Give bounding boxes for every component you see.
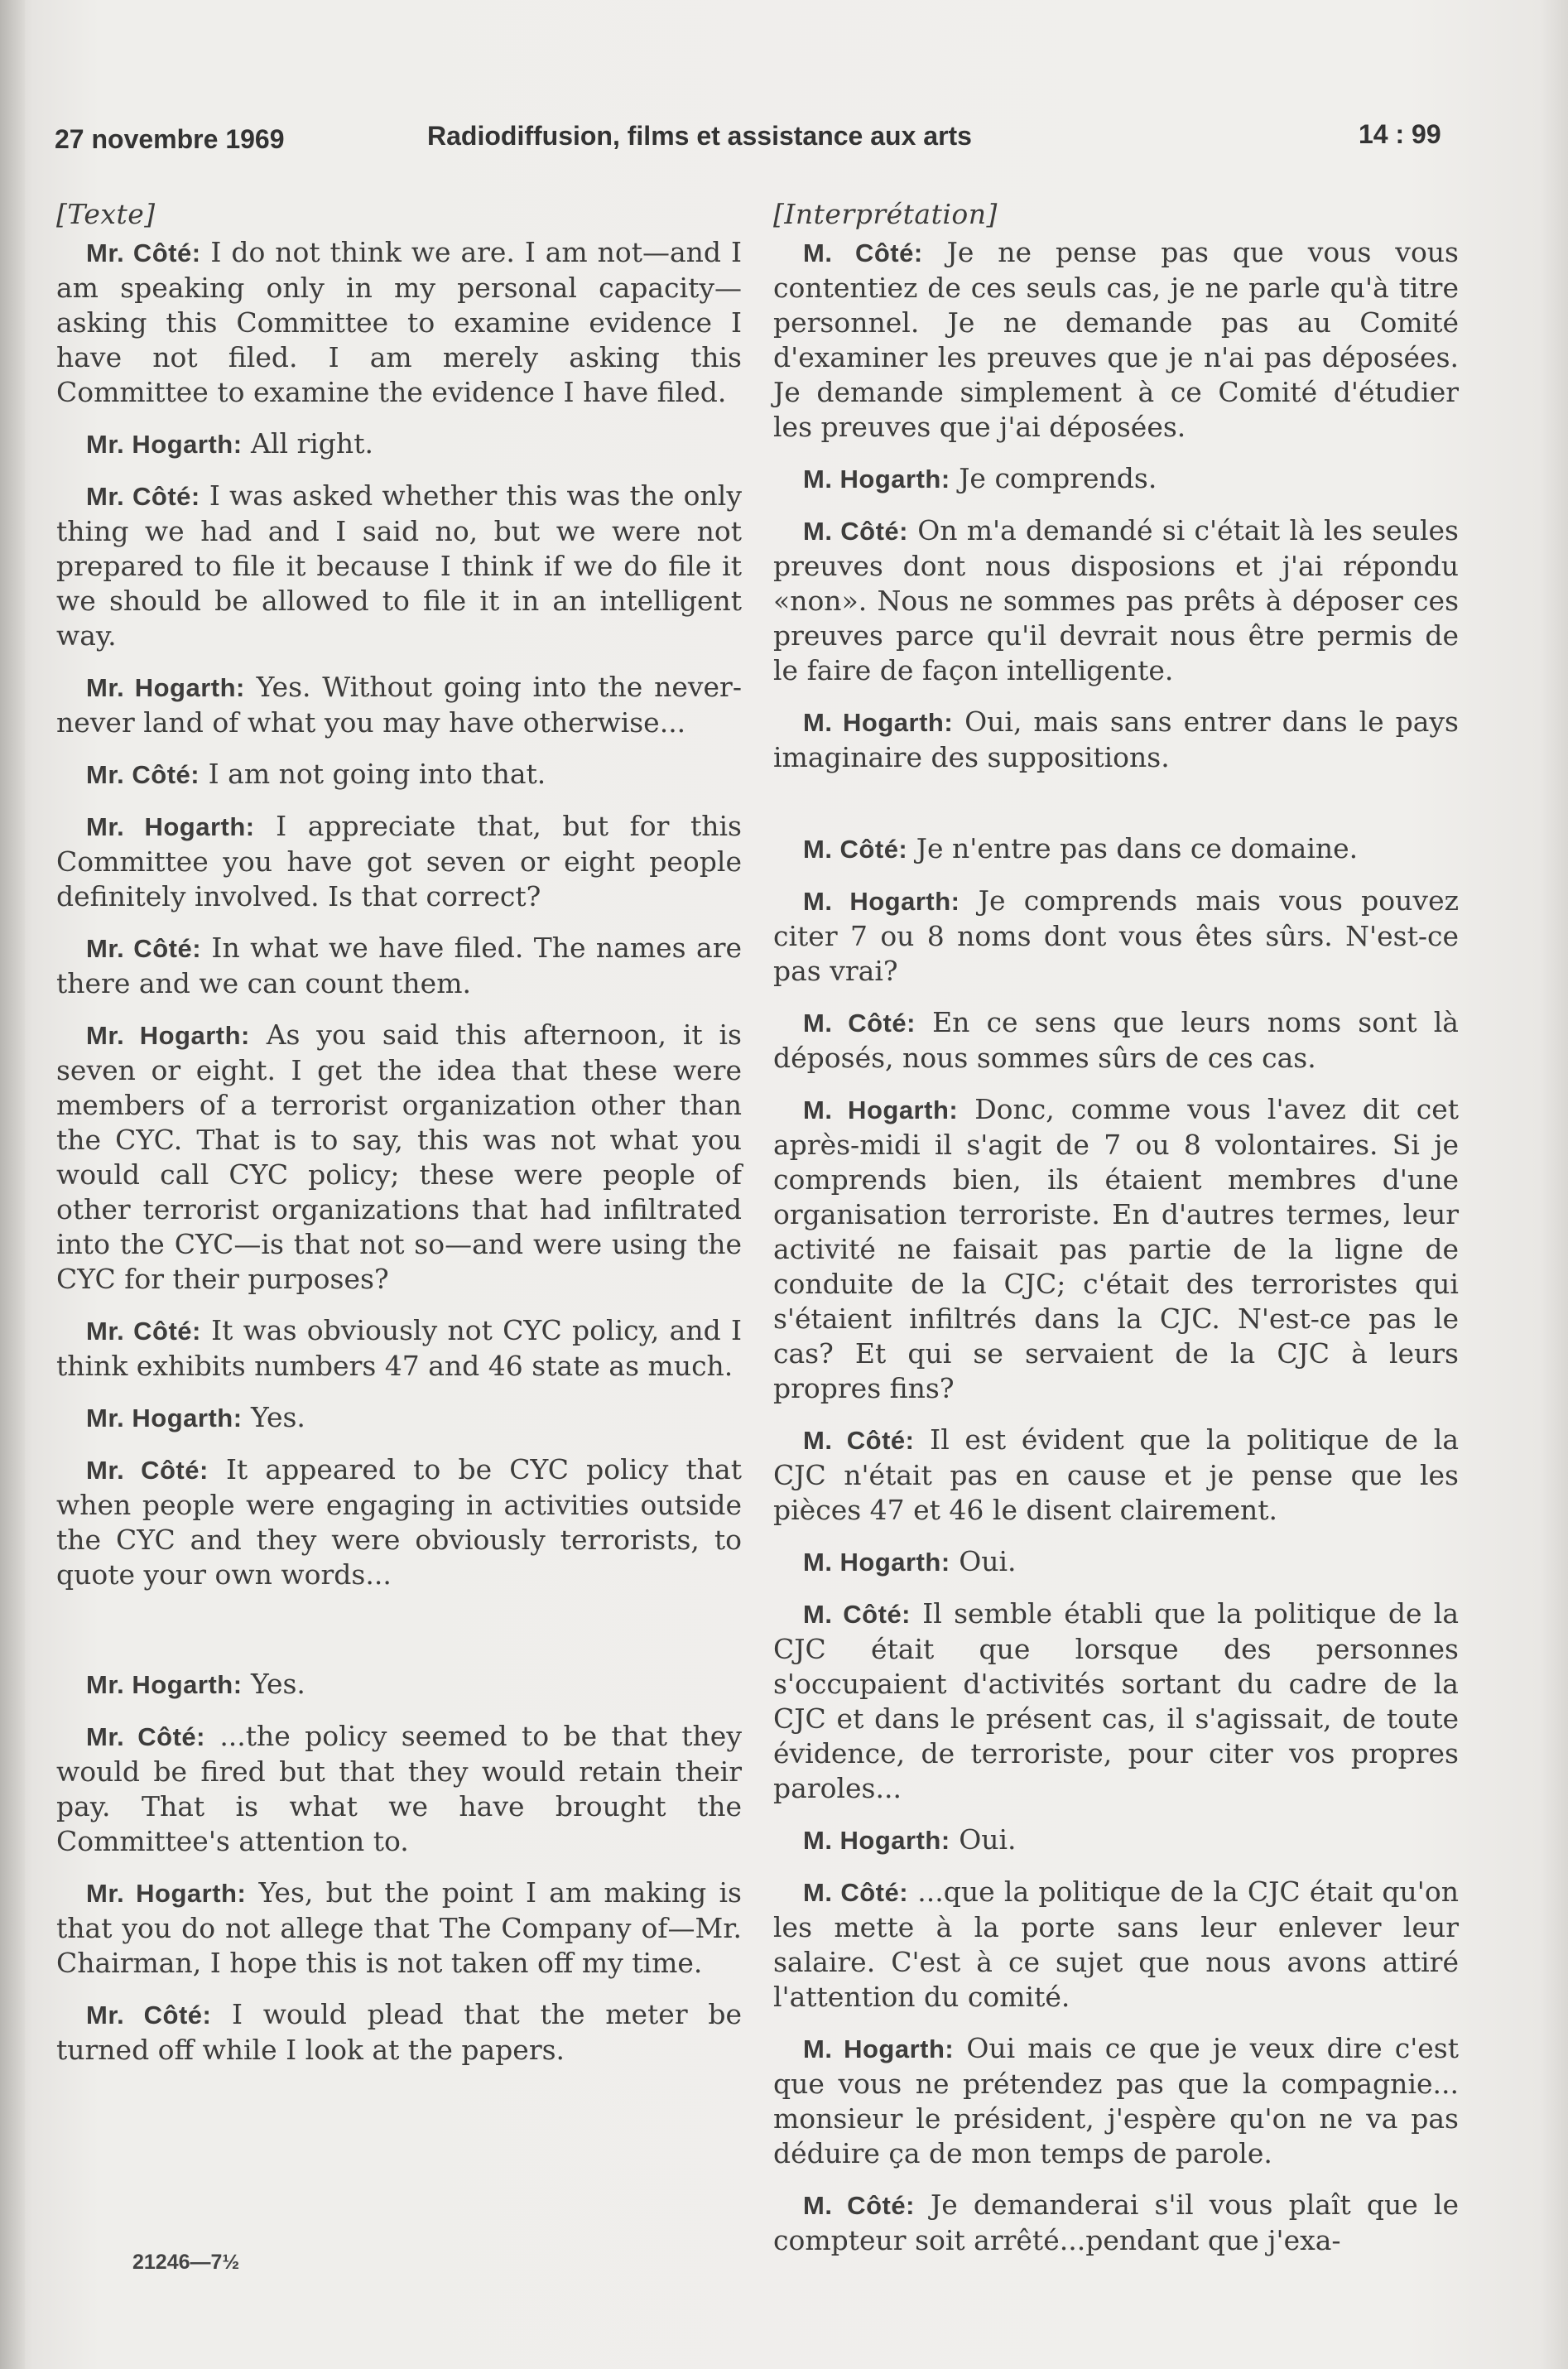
speech-text: Je ne pense pas que vous vous contentiez de ces seuls cas, je ne parle qu'à titre personnel. Je ne demande pas au Comité d'examiner les preuves que je n'ai pas déposées. Je demande simplement à ce Comité d'étudier les preuves que j'ai déposées. [773,236,1459,443]
speaker-name: Mr. Hogarth: [86,1879,247,1908]
speaker-name: M. Côté: [803,517,908,546]
column-label: [Interprétation] [773,198,998,230]
speaker-name: Mr. Côté: [86,760,200,789]
french-column [773,197,1459,2275]
speech-text: I was asked whether this was the only thing we had and I said no, but we were not prepared to file it because I think if we do file it we should be allowed to file it in an intelligent way. [56,479,742,652]
speaker-name: M. Côté: [803,1600,911,1629]
speech-text: ...the policy seemed to be that they would be fired but that they would retain their pay. That is what we have brought the Committee's attention to. [56,1720,742,1857]
transcript-paragraph [773,1092,1459,1406]
speech-text: ...que la politique de la CJC était qu'on les mette à la porte sans leur enlever leur salaire. C'est à ce sujet que nous avons attiré l'attention du comité. [773,1875,1459,2013]
transcript-paragraph [773,1596,1459,1806]
speech-text: Yes. [242,1401,305,1433]
speaker-name: M. Côté: [803,1426,915,1455]
speech-text: Je comprends mais vous pouvez citer 7 ou 8 noms dont vous êtes sûrs. N'est-ce pas vrai? [773,884,1459,987]
transcript-paragraph [56,479,742,653]
transcript-paragraph [773,705,1459,775]
speech-text: Oui. [950,1823,1017,1856]
speech-text: I am not going into that. [200,758,546,790]
transcript-paragraph [56,1400,742,1436]
speaker-name: Mr. Hogarth: [86,1404,243,1432]
column-spacer [773,792,1459,831]
speech-text: All right. [242,427,373,460]
transcript-paragraph [56,426,742,462]
page-number: 14 : 99 [1359,119,1441,149]
transcript-paragraph [773,1005,1459,1076]
footer-code: 21246—7½ [132,2251,240,2274]
speaker-name: Mr. Hogarth: [86,1670,243,1699]
transcript-paragraph [56,1452,742,1592]
speaker-name: M. Hogarth: [803,1548,950,1577]
running-header [55,119,1462,166]
speech-text: On m'a demandé si c'était là les seules preuves dont nous disposions et j'ai répondu «non». Nous ne sommes pas prêts à déposer ces preuves parce qu'il devrait nous être permis de le faire de façon intelligente. [773,514,1459,686]
speaker-name: M. Hogarth: [803,708,954,737]
speaker-name: M. Hogarth: [803,1095,959,1124]
speech-text: It was obviously not CYC policy, and I think exhibits numbers 47 and 46 state as much. [56,1314,742,1382]
speech-text: Yes. Without going into the never-never land of what you may have otherwise... [56,671,742,739]
speech-text: Yes. [242,1668,305,1700]
transcript-paragraph [56,931,742,1001]
column-spacer [56,1609,742,1667]
speech-text: I do not think we are. I am not—and I am speaking only in my personal capacity—asking this Committee to examine evidence I have not filed. I am merely asking this Committee to examine the evidence I have filed. [56,236,742,408]
transcript-paragraph [56,1018,742,1297]
speech-text: Il est évident que la politique de la CJC n'était pas en cause et je pense que les pièces 47 et 46 le disent clairement. [773,1423,1459,1526]
speaker-name: Mr. Côté: [86,1722,205,1751]
speaker-name: M. Hogarth: [803,465,950,494]
english-column [56,197,742,2084]
transcript-paragraph [773,884,1459,989]
speech-text: Oui. [950,1545,1017,1577]
speech-text: Donc, comme vous l'avez dit cet après-midi il s'agit de 7 ou 8 volontaires. Si je comprends bien, ils étaient membres d'une organisation terroriste. En d'autres termes, leur activité ne faisait pas partie de la ligne de conduite de la CJC; c'était des terroristes qui s'étaient infiltrés dans la CJC. N'est-ce pas le cas? Et qui se servaient de la CJC à leurs propres fins? [773,1093,1459,1404]
transcript-paragraph [56,1719,742,1859]
speaker-name: Mr. Hogarth: [86,673,245,702]
speech-text: Je demanderai s'il vous plaît que le compteur soit arrêté...pendant que j'exa- [773,2188,1459,2256]
speaker-name: Mr. Hogarth: [86,812,255,841]
transcript-paragraph [773,1423,1459,1528]
transcript-paragraph [773,1822,1459,1858]
transcript-paragraph [773,831,1459,867]
speaker-name: M. Hogarth: [803,887,960,916]
speaker-name: Mr. Côté: [86,238,201,267]
speaker-name: Mr. Côté: [86,482,200,511]
speaker-name: M. Hogarth: [803,2034,955,2063]
speech-text: I appreciate that, but for this Committee you have got seven or eight people definitely involved. Is that correct? [56,810,742,912]
speech-text: En ce sens que leurs noms sont là déposés, nous sommes sûrs de ces cas. [773,1006,1459,1074]
speaker-name: Mr. Côté: [86,1456,209,1485]
speech-text: I would plead that the meter be turned off while I look at the papers. [56,1998,742,2066]
speaker-name: Mr. Côté: [86,2001,212,2030]
speech-text: Yes, but the point I am making is that you do not allege that The Company of—Mr. Chairman, I hope this is not taken off my time. [56,1876,742,1979]
speaker-name: M. Côté: [803,1009,916,1038]
header-title: Radiodiffusion, films et assistance aux arts [427,121,972,151]
speaker-name: M. Côté: [803,2191,915,2220]
speech-text: Oui, mais sans entrer dans le pays imaginaire des suppositions. [773,705,1459,773]
speech-text: Oui mais ce que je veux dire c'est que vous ne prétendez pas que la compagnie... monsieur le président, j'espère qu'on ne va pas déduire ça de mon temps de parole. [773,2032,1459,2169]
speaker-name: Mr. Côté: [86,934,202,963]
speech-text: Il semble établi que la politique de la CJC était que lorsque des personnes s'occupaient d'activités sortant du cadre de la CJC et dans le présent cas, il s'agissait, de toute évidence, de terroriste, pour citer vos propres paroles... [773,1597,1459,1804]
speaker-name: M. Hogarth: [803,1826,950,1855]
speech-text: Je comprends. [950,462,1157,494]
transcript-paragraph [773,1544,1459,1580]
transcript-paragraph [773,513,1459,688]
speaker-name: Mr. Hogarth: [86,430,243,459]
speech-text: As you said this afternoon, it is seven or eight. I get the idea that these were members of a terrorist organization other than the CYC. That is to say, this was not what you would call CYC policy; these were people of other terrorist organizations that had infiltrated into the CYC—is that not so—and were using the CYC for their purposes? [56,1018,742,1295]
transcript-paragraph [773,461,1459,497]
transcript-paragraph [773,2031,1459,2171]
transcript-paragraph [773,235,1459,445]
transcript-paragraph [56,757,742,792]
transcript-paragraph [56,809,742,914]
speech-text: In what we have filed. The names are there and we can count them. [56,932,742,999]
transcript-paragraph [56,670,742,740]
transcript-paragraph [773,1875,1459,2015]
speaker-name: M. Côté: [803,238,923,267]
transcript-paragraph [56,1875,742,1981]
transcript-paragraph [56,1997,742,2068]
speaker-name: Mr. Côté: [86,1317,201,1346]
header-date: 27 novembre 1969 [55,124,285,154]
speaker-name: Mr. Hogarth: [86,1021,250,1050]
speech-text: Je n'entre pas dans ce domaine. [907,832,1359,864]
binding-edge [0,0,25,2369]
speaker-name: M. Côté: [803,1878,909,1907]
transcript-paragraph [56,235,742,410]
column-label: [Texte] [56,198,156,230]
transcript-paragraph [56,1667,742,1702]
transcript-paragraph [773,2188,1459,2258]
transcript-paragraph [56,1313,742,1384]
speaker-name: M. Côté: [803,835,908,864]
speech-text: It appeared to be CYC policy that when people were engaging in activities outside the CYC and they were obviously terrorists, to quote your own words... [56,1453,742,1591]
